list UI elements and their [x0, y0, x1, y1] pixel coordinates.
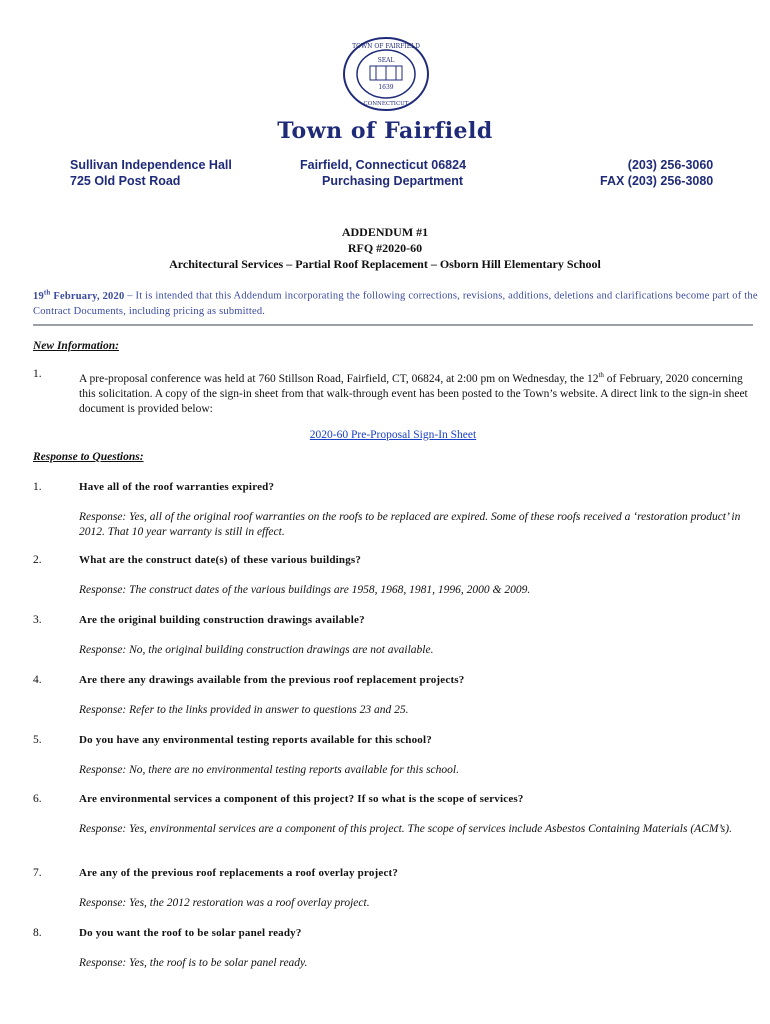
response-to-questions-heading: Response to Questions:	[33, 451, 144, 463]
question-response: Response: Yes, the roof is to be solar panel ready.	[79, 957, 308, 969]
question-text: Are the original building construction drawings available?	[79, 614, 365, 626]
question-response: Response: Refer to the links provided in answer to questions 23 and 25.	[79, 704, 409, 716]
question-number: 1.	[33, 481, 42, 493]
question-text: Have all of the roof warranties expired?	[79, 481, 275, 493]
intro-date-day: 19	[33, 290, 44, 302]
new-info-number: 1.	[33, 368, 42, 380]
rfq-number: RFQ #2020-60	[347, 241, 423, 255]
svg-text:TOWN OF FAIRFIELD: TOWN OF FAIRFIELD	[352, 43, 420, 50]
question-response: Response: Yes, environmental services are a component of this project. The scope of services include Asbestos Containing Materials (ACM’s).	[79, 823, 732, 835]
sign-in-sheet-link[interactable]: 2020-60 Pre-Proposal Sign-In Sheet	[309, 429, 477, 441]
project-title: Architectural Services – Partial Roof Replacement – Osborn Hill Elementary School	[169, 257, 601, 271]
question-text: Are any of the previous roof replacements a roof overlay project?	[79, 867, 399, 879]
new-info-text-sup: th	[598, 371, 604, 379]
question-response: Response: No, there are no environmental testing reports available for this school.	[79, 764, 459, 776]
letterhead-address-line2: 725 Old Post Road	[70, 174, 181, 188]
question-number: 2.	[33, 554, 42, 566]
letterhead-address-line1: Sullivan Independence Hall	[70, 158, 232, 172]
svg-text:CONNECTICUT: CONNECTICUT	[363, 101, 409, 107]
letterhead-department: Purchasing Department	[322, 174, 464, 188]
question-text: What are the construct date(s) of these various buildings?	[79, 554, 362, 566]
svg-text:SEAL: SEAL	[377, 57, 395, 64]
question-response: Response: Yes, the 2012 restoration was a roof overlay project.	[79, 897, 370, 909]
question-text: Are there any drawings available from the previous roof replacement projects?	[79, 674, 465, 686]
new-info-text-b: of February, 2020 concerning this solicitation. A copy of the sign-in sheet from that walk-through event has been posted to the Town’s website. A direct link to the sign-in sheet document is provided below:	[79, 372, 748, 415]
new-information-heading: New Information:	[33, 340, 119, 352]
divider	[33, 324, 753, 326]
question-number: 7.	[33, 867, 42, 879]
question-number: 3.	[33, 614, 42, 626]
addendum-title	[0, 224, 770, 272]
question-response: Response: Yes, all of the original roof warranties on the roofs to be replaced are expired. Some of these roofs received a ‘restoration product’ in 2012. That 10 year warranty is still in effect.	[79, 511, 741, 538]
intro-paragraph	[33, 285, 758, 319]
question-response: Response: No, the original building construction drawings are not available.	[79, 644, 434, 656]
letterhead-phone-line: (203) 256-3060	[627, 158, 714, 172]
letterhead-city	[300, 157, 466, 189]
question-number: 4.	[33, 674, 42, 686]
town-name: Town of Fairfield	[277, 118, 493, 144]
letterhead-address	[70, 157, 232, 189]
intro-date-suffix: th	[43, 288, 51, 296]
question-number: 5.	[33, 734, 42, 746]
intro-text: – It is intended that this Addendum incorporating the following corrections, revisions, additions, deletions and clarifications become part of the Contract Documents, including pricing as submitted.	[33, 290, 758, 317]
new-info-text	[79, 368, 759, 417]
intro-date-rest: February, 2020	[50, 290, 125, 302]
addendum-number: ADDENDUM #1	[341, 225, 429, 239]
letterhead-city-line1: Fairfield, Connecticut 06824	[300, 158, 467, 172]
question-text: Do you have any environmental testing reports available for this school?	[79, 734, 432, 746]
letterhead-phone	[600, 157, 713, 189]
question-text: Do you want the roof to be solar panel ready?	[79, 927, 302, 939]
town-seal-logo	[342, 36, 430, 112]
letterhead-fax-line: FAX (203) 256-3080	[600, 174, 714, 188]
question-text: Are environmental services a component of this project? If so what is the scope of services?	[79, 793, 524, 805]
question-number: 6.	[33, 793, 42, 805]
question-response: Response: The construct dates of the various buildings are 1958, 1968, 1981, 1996, 2000 & 2009.	[79, 584, 531, 596]
new-info-text-a: A pre-proposal conference was held at 760 Stillson Road, Fairfield, CT, 06824, at 2:00 pm on Wednesday, the 12	[79, 372, 599, 385]
svg-text:1639: 1639	[378, 84, 394, 91]
question-number: 8.	[33, 927, 42, 939]
